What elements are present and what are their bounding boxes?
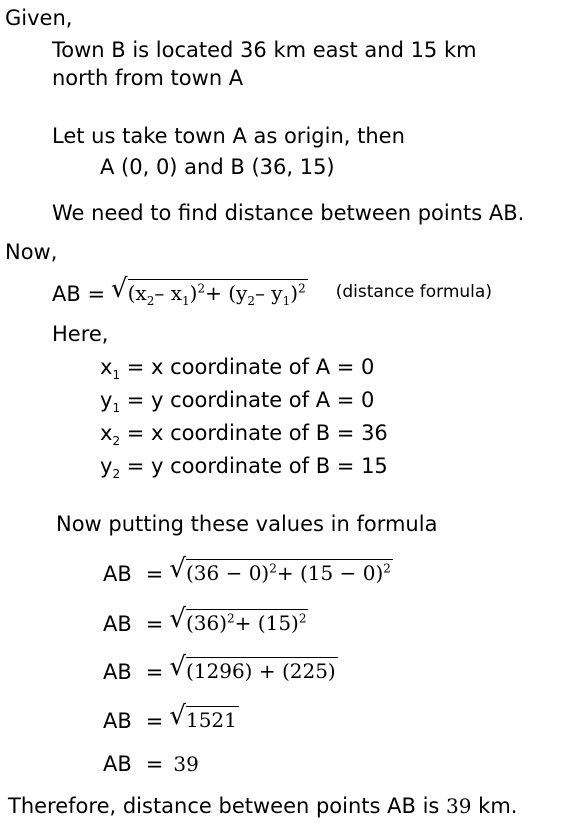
conclusion: Therefore, distance between points AB is 39 km. [8, 794, 518, 818]
step-radical [169, 604, 308, 635]
putting-line: Now putting these values in formula [56, 512, 438, 536]
step-radicand: $(36 - 0)^2+ (15 - 0)^2$ [185, 561, 391, 585]
step-equals: = [145, 612, 164, 636]
radical-sign-icon: √ [169, 652, 186, 682]
step-radicand: (1296) + (225) [185, 659, 336, 683]
statement-line-2: north from town A [52, 66, 244, 90]
step-lhs: AB [103, 709, 132, 733]
given-label: Given, [5, 6, 73, 30]
step-lhs: AB [103, 660, 132, 684]
formula-lhs: AB = [52, 282, 106, 306]
formula-note: (distance formula) [335, 282, 492, 302]
radical-sign-icon: √ [169, 554, 186, 584]
step-4 [103, 701, 239, 733]
step-equals: = [145, 562, 164, 586]
formula-radicand: ($x_2-$ $x_1)^2+ (y_2-$ $y_1)^2$ [127, 281, 306, 308]
step-radicand: $(36)^2+ (15)^2$ [185, 611, 307, 635]
step-5 [103, 752, 199, 776]
step-lhs: AB [103, 752, 132, 776]
step-2 [103, 604, 308, 636]
def-x2: $x_2 = x$ coordinate of B = 36 [100, 421, 388, 449]
statement-line-1: Town B is located 36 km east and 15 km [52, 38, 477, 62]
radical-sign-icon: √ [169, 701, 186, 731]
step-radical [169, 701, 238, 732]
step-radicand: 1521 [185, 708, 237, 732]
now-label: Now, [5, 240, 58, 264]
def-x1: $x_1 = x$ coordinate of A = 0 [100, 355, 375, 383]
step-result: 39 [173, 752, 199, 776]
radical-sign-icon: √ [169, 604, 186, 634]
radical-sign-icon: √ [111, 274, 128, 304]
step-equals: = [145, 709, 164, 733]
step-lhs: AB [103, 612, 132, 636]
def-y2: $y_2 = y$ coordinate of B = 15 [100, 454, 388, 482]
need-line: We need to find distance between points AB. [52, 201, 525, 225]
points-line: A (0, 0) and B (36, 15) [100, 155, 335, 179]
here-label: Here, [52, 322, 109, 346]
step-radical [169, 652, 337, 683]
step-1 [103, 554, 393, 586]
formula-radical [111, 274, 308, 308]
step-3 [103, 652, 338, 684]
step-radical [169, 554, 393, 585]
step-equals: = [145, 752, 164, 776]
step-equals: = [145, 660, 164, 684]
distance-formula [52, 274, 492, 308]
step-lhs: AB [103, 562, 132, 586]
def-y1: $y_1 = y$ coordinate of A = 0 [100, 388, 375, 416]
origin-line: Let us take town A as origin, then [52, 124, 405, 148]
